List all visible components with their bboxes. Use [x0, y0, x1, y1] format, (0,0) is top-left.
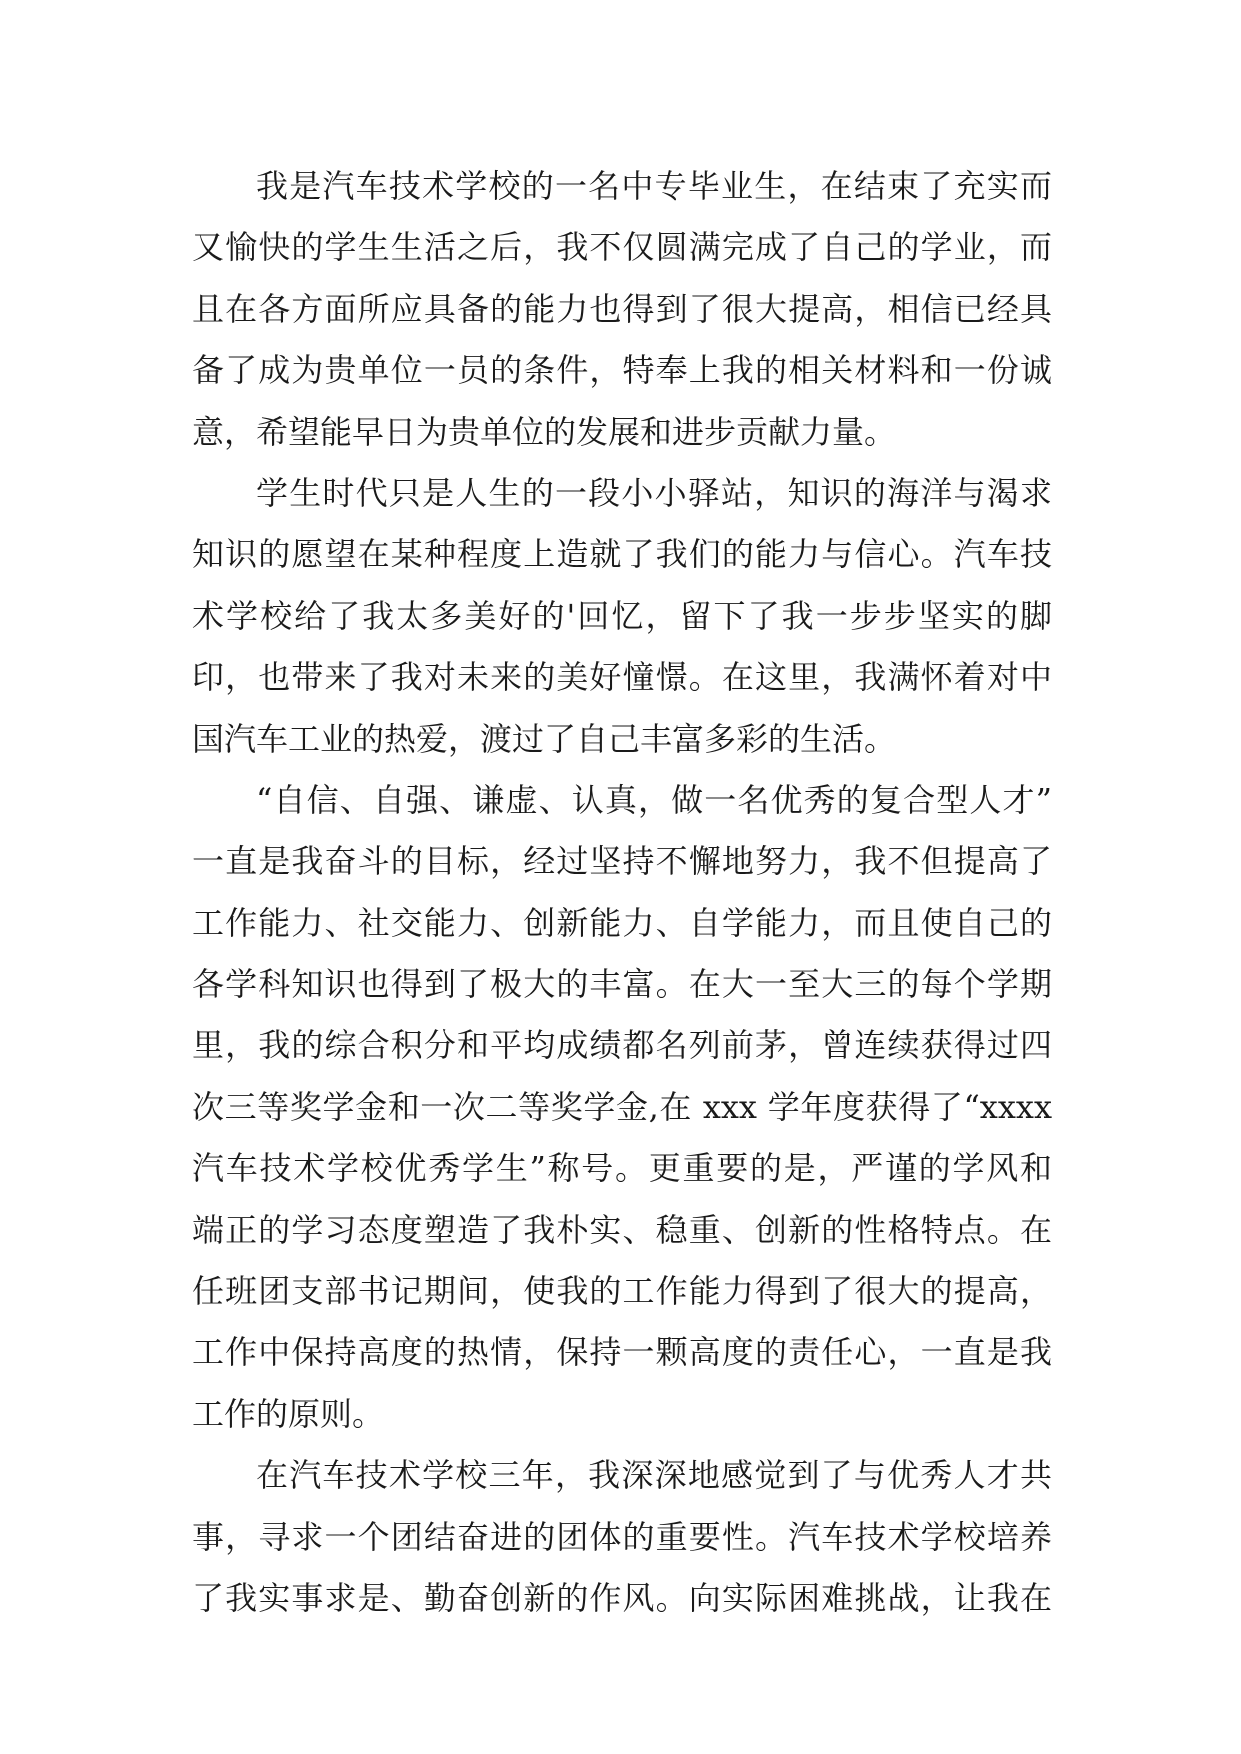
paragraph-1-line-2: 又愉快的学生生活之后，我不仅圆满完成了自己的学业，而	[192, 228, 1052, 267]
paragraph-2-line-5: 国汽车工业的热爱，渡过了自己丰富多彩的生活。	[192, 719, 897, 758]
paragraph-2-line-2: 知识的愿望在某种程度上造就了我们的能力与信心。汽车技	[192, 535, 1052, 574]
paragraph-3-line-5: 里，我的综合积分和平均成绩都名列前茅，曾连续获得过四	[192, 1026, 1052, 1065]
letter-body	[192, 156, 1052, 1629]
paragraph-3-line-7: 汽车技术学校优秀学生”称号。更重要的是，严谨的学风和	[192, 1149, 1052, 1188]
paragraph-1-line-4: 备了成为贵单位一员的条件，特奉上我的相关材料和一份诚	[192, 351, 1052, 390]
paragraph-1-line-3: 且在各方面所应具备的能力也得到了很大提高，相信已经具	[192, 289, 1052, 328]
paragraph-4-line-1: 在汽车技术学校三年，我深深地感觉到了与优秀人才共	[256, 1456, 1052, 1495]
paragraph-3-line-11: 工作的原则。	[192, 1394, 385, 1433]
paragraph-3-line-9: 任班团支部书记期间，使我的工作能力得到了很大的提高，	[192, 1272, 1052, 1311]
paragraph-2-line-1: 学生时代只是人生的一段小小驿站，知识的海洋与渴求	[256, 473, 1052, 512]
paragraph-4-line-2: 事，寻求一个团结奋进的团体的重要性。汽车技术学校培养	[192, 1517, 1052, 1556]
paragraph-3-line-1: “自信、自强、谦虚、认真，做一名优秀的复合型人才”	[256, 780, 1052, 819]
paragraph-2-line-3: 术学校给了我太多美好的'回忆，留下了我一步步坚实的脚	[192, 596, 1052, 635]
paragraph-3-line-8: 端正的学习态度塑造了我朴实、稳重、创新的性格特点。在	[192, 1210, 1052, 1249]
paragraph-3-line-2: 一直是我奋斗的目标，经过坚持不懈地努力，我不但提高了	[192, 842, 1052, 881]
paragraph-3-line-6: 次三等奖学金和一次二等奖学金,在 xxx 学年度获得了“xxxx	[192, 1087, 1052, 1126]
paragraph-1-line-1: 我是汽车技术学校的一名中专毕业生，在结束了充实而	[256, 167, 1052, 205]
paragraph-3-line-3: 工作能力、社交能力、创新能力、自学能力，而且使自己的	[192, 903, 1052, 942]
paragraph-1-line-5: 意，希望能早日为贵单位的发展和进步贡献力量。	[192, 412, 897, 451]
paragraph-3-line-10: 工作中保持高度的热情，保持一颗高度的责任心，一直是我	[192, 1333, 1052, 1372]
paragraph-2-line-4: 印，也带来了我对未来的美好憧憬。在这里，我满怀着对中	[192, 658, 1052, 697]
paragraph-4-line-3: 了我实事求是、勤奋创新的作风。向实际困难挑战，让我在	[192, 1578, 1052, 1617]
paragraph-3-line-4: 各学科知识也得到了极大的丰富。在大一至大三的每个学期	[192, 965, 1052, 1004]
